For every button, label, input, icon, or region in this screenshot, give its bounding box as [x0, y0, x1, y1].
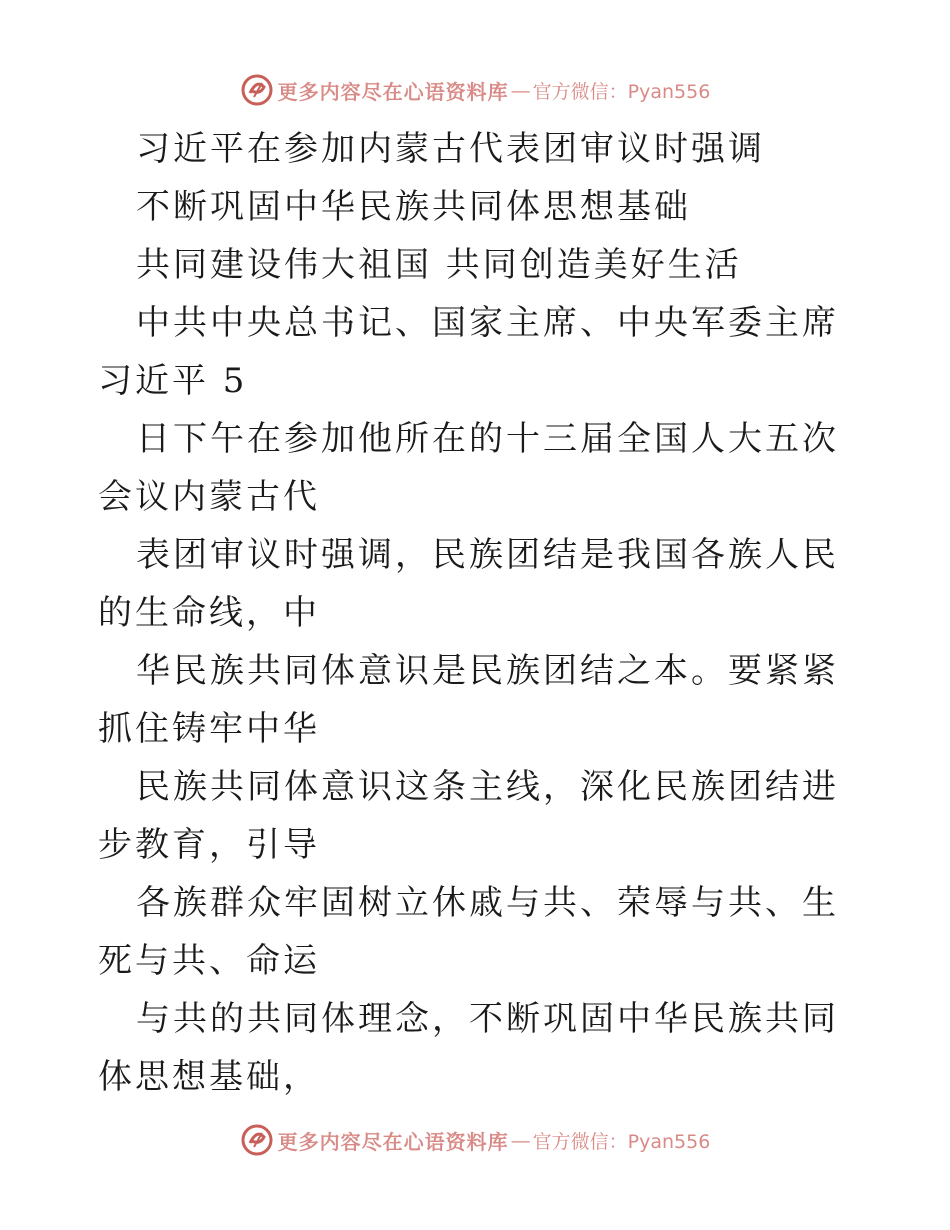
doc-line: 共同建设伟大祖国 共同创造美好生活 [136, 245, 742, 285]
doc-line: 中共中央总书记、国家主席、中央军委主席习近平 5 [98, 303, 839, 401]
banner-title: 更多内容尽在心语资料库 [277, 1129, 509, 1154]
doc-line: 日下午在参加他所在的十三届全国人大五次会议内蒙古代 [98, 419, 839, 517]
header-banner [0, 70, 950, 110]
banner-title: 更多内容尽在心语资料库 [277, 79, 509, 104]
doc-line: 表团审议时强调，民族团结是我国各族人民的生命线，中 [98, 535, 839, 633]
swirl-logo-icon [240, 73, 274, 107]
banner-dash: — [510, 1128, 531, 1152]
doc-line: 不断巩固中华民族共同体思想基础 [136, 187, 691, 227]
banner-wechat: 官方微信：Pyan556 [532, 1130, 711, 1153]
banner-dash: — [510, 78, 531, 102]
banner-wechat: 官方微信：Pyan556 [532, 80, 711, 103]
doc-line: 各族群众牢固树立休戚与共、荣辱与共、生死与共、命运 [98, 883, 839, 981]
doc-line: 习近平在参加内蒙古代表团审议时强调 [136, 129, 765, 169]
document-body [98, 120, 858, 1106]
doc-line: 与共的共同体理念，不断巩固中华民族共同体思想基础， [98, 999, 839, 1097]
doc-line: 民族共同体意识这条主线，深化民族团结进步教育，引导 [98, 767, 839, 865]
swirl-logo-icon [240, 1123, 274, 1157]
footer-banner [0, 1120, 950, 1160]
doc-line: 华民族共同体意识是民族团结之本。要紧紧抓住铸牢中华 [98, 651, 839, 749]
